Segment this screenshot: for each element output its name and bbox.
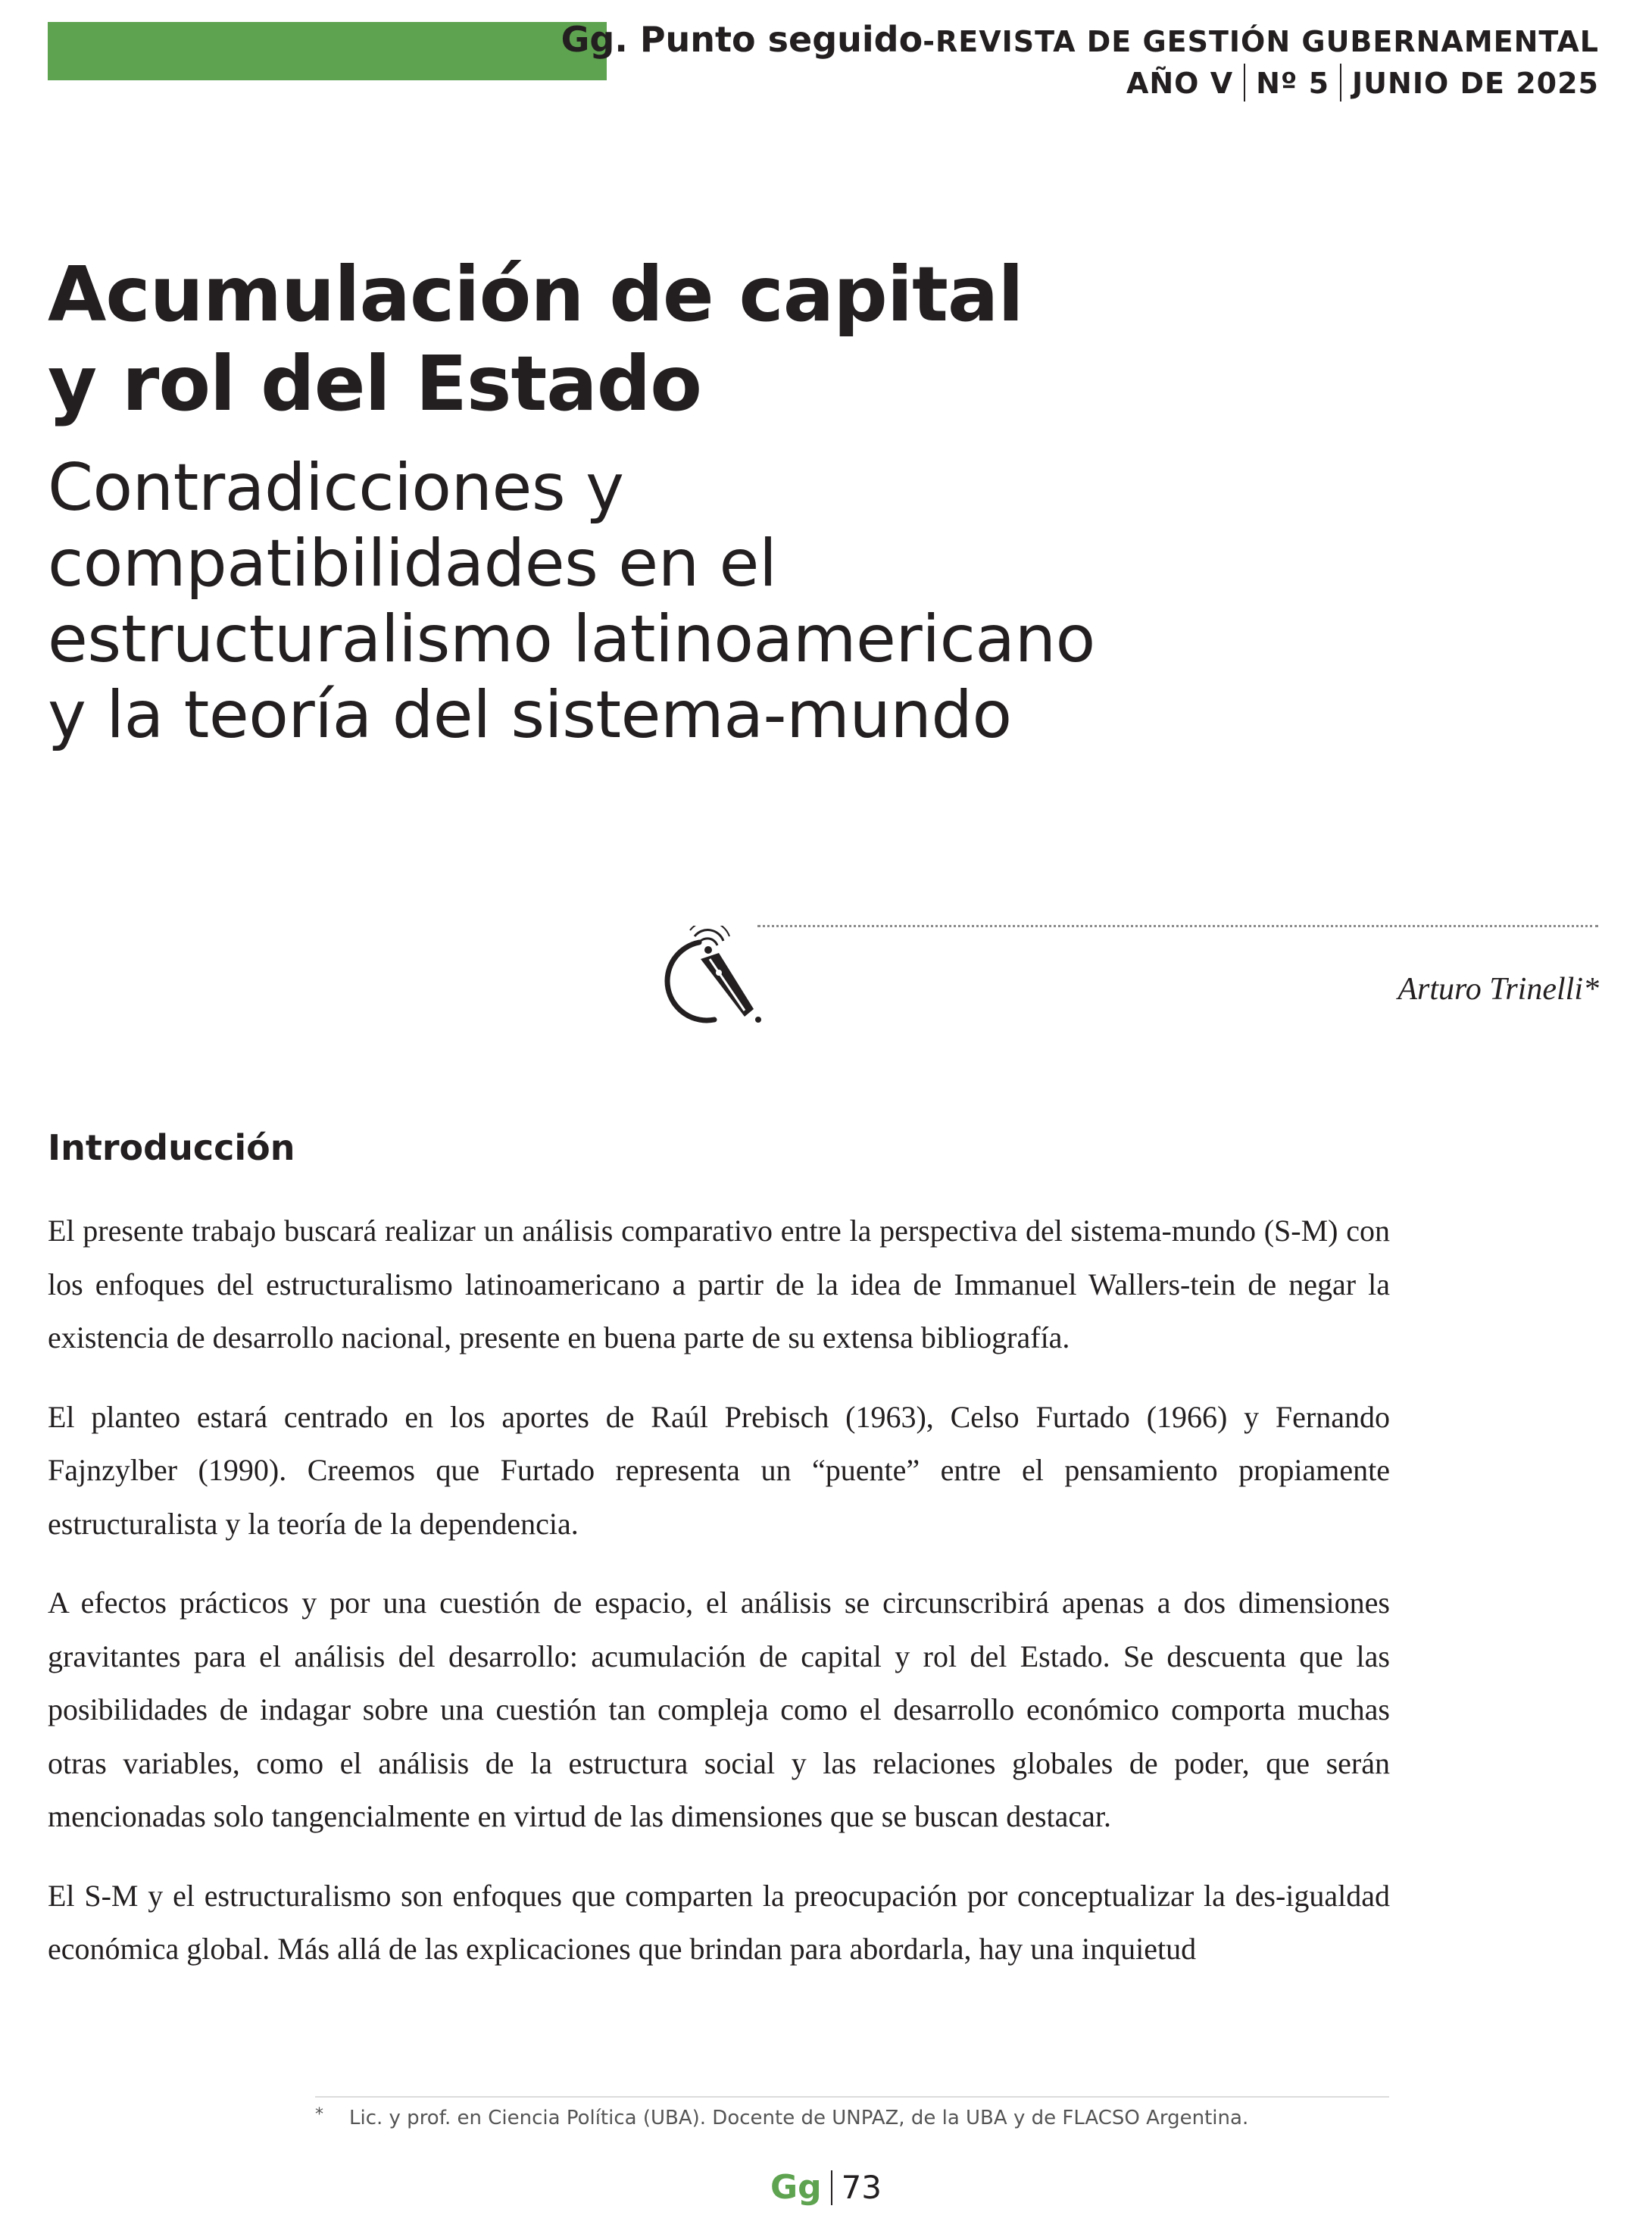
subtitle-line: Contradicciones y xyxy=(48,450,624,526)
issue-date: JUNIO DE 2025 xyxy=(1352,67,1599,100)
author-divider xyxy=(757,925,1598,927)
body-paragraph: A efectos prácticos y por una cuestión de espacio, el análisis se circunscribirá apenas a dos dimensiones gravitantes para el análisis del desarrollo: acumulación de capital y rol del Estado. Se descuenta que las posibilidades de indagar sobre una cuestión tan compleja como el desarrollo económico comporta muchas otras variables, como el análisis de la estructura social y las relaciones globales de poder, que serán mencionadas solo tangencialmente en virtud de las dimensiones que se buscan destacar. xyxy=(48,1586,1390,1833)
page-number: 73 xyxy=(841,2169,882,2206)
footnote xyxy=(315,2107,1248,2129)
issue-number: Nº 5 xyxy=(1256,67,1330,100)
article-title xyxy=(48,250,1023,429)
journal-title-line xyxy=(561,18,1599,63)
issue-year: AÑO V xyxy=(1126,67,1234,100)
fountain-pen-nib-icon xyxy=(655,926,769,1032)
body-paragraph: El planteo estará centrado en los aportes de Raúl Prebisch (1963), Celso Furtado (1966) y Fernando Fajnzylber (1990). Creemos que Furtado representa un “puente” entre el pensamiento propiamente estructuralista y la teoría de la dependencia. xyxy=(48,1399,1390,1541)
journal-subtitle: -REVISTA DE GESTIÓN GUBERNAMENTAL xyxy=(923,25,1599,58)
issue-info xyxy=(561,64,1599,105)
issue-separator xyxy=(1244,64,1245,102)
title-line: Acumulación de capital xyxy=(48,250,1023,339)
issue-separator xyxy=(1340,64,1341,102)
footer-logo: Gg xyxy=(770,2168,822,2207)
footer-separator xyxy=(831,2170,832,2205)
page-footer xyxy=(0,2168,1652,2207)
body-paragraph: El S-M y el estructuralismo son enfoques que comparten la preocupación por conceptualizar la des-igualdad económica global. Más allá de las explicaciones que brindan para abordarla, hay una inquietud xyxy=(48,1878,1390,1966)
author-name: Arturo Trinelli* xyxy=(1397,972,1599,1007)
footnote-text: Lic. y prof. en Ciencia Política (UBA). Docente de UNPAZ, de la UBA y de FLACSO Argentina. xyxy=(349,2107,1249,2129)
subtitle-line: estructuralismo latinoamericano xyxy=(48,601,1095,677)
subtitle-line: compatibilidades en el xyxy=(48,526,777,601)
article-body xyxy=(48,1204,1390,2002)
journal-name: Gg. Punto seguido xyxy=(561,19,923,60)
section-heading: Introducción xyxy=(48,1127,295,1168)
footnote-divider xyxy=(315,2096,1389,2098)
article-subtitle xyxy=(48,450,1260,753)
body-paragraph: El presente trabajo buscará realizar un análisis comparativo entre la perspectiva del sistema-mundo (S-M) con los enfoques del estructuralismo latinoamericano a partir de la idea de Immanuel Wallers-tein de negar la existencia de desarrollo nacional, presente en buena parte de su extensa bibliografía. xyxy=(48,1214,1390,1354)
footnote-mark: * xyxy=(315,2105,323,2124)
subtitle-line: y la teoría del sistema-mundo xyxy=(48,677,1012,753)
title-line: y rol del Estado xyxy=(48,339,702,428)
journal-header xyxy=(561,18,1599,105)
header-color-bar xyxy=(48,22,607,80)
